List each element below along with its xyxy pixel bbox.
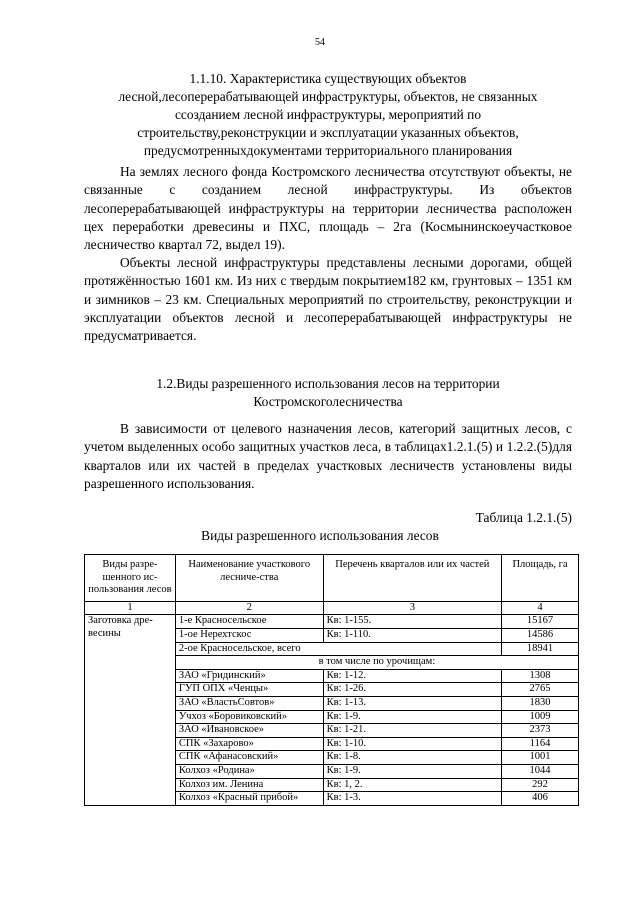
district-cell: ЗАО «ВластьСовтов» — [175, 696, 323, 710]
area-cell: 15167 — [502, 615, 579, 629]
table-title: Виды разрешенного использования лесов — [201, 528, 439, 543]
district-cell: ЗАО «Ивановское» — [175, 724, 323, 738]
column-number: 4 — [502, 601, 579, 615]
table-row — [85, 615, 579, 629]
area-cell: 1001 — [502, 751, 579, 765]
area-cell: 292 — [502, 778, 579, 792]
use-type-cell: Заготовка дре-весины — [85, 615, 176, 805]
table-caption: Таблица 1.2.1.(5) — [475, 510, 572, 525]
area-cell: 1009 — [502, 710, 579, 724]
section-1-2-title — [70, 375, 586, 411]
title-line: Костромскоголесничества — [253, 394, 403, 409]
quarters-cell: Кв: 1-3. — [323, 792, 501, 806]
column-number: 2 — [175, 601, 323, 615]
header-use-type: Виды разре-шенного ис-пользования лесов — [85, 555, 176, 602]
quarters-cell: Кв: 1-9. — [323, 764, 501, 778]
title-line: предусмотренныхдокументами территориального планирования — [143, 143, 513, 158]
column-number: 3 — [323, 601, 501, 615]
page-number: 54 — [315, 37, 325, 48]
area-cell: 1830 — [502, 696, 579, 710]
subheader-cell: в том числе по урочищам: — [175, 656, 578, 670]
district-cell: ЗАО «Гридинский» — [175, 669, 323, 683]
title-line: 1.1.10. Характеристика существующих объектов — [189, 71, 467, 86]
district-total-cell: 2-ое Красносельское, всего — [175, 642, 501, 656]
paragraph-infrastructure: На землях лесного фонда Костромского лесничества отсутствуют объекты, не связанные с созданием лесной инфраструктуры. Из объектов лесоперерабатывающей инфраструктуры на территории лесничества расположен цех переработки древесины и ПХС, площадь – 2га (Космынинскоеучастковое лесничество квартал 72, выдел 19). — [84, 164, 572, 253]
district-cell: СПК «Афанасовский» — [175, 751, 323, 765]
section-1-1-10-title — [70, 70, 586, 160]
quarters-cell: Кв: 1-155. — [323, 615, 501, 629]
table-header-row — [85, 555, 579, 602]
title-line: лесной,лесоперерабатывающей инфраструктуры, объектов, не связанных — [118, 89, 538, 104]
quarters-cell: Кв: 1-21. — [323, 724, 501, 738]
quarters-cell: Кв: 1-26. — [323, 683, 501, 697]
district-cell: ГУП ОПХ «Ченцы» — [175, 683, 323, 697]
quarters-cell: Кв: 1-9. — [323, 710, 501, 724]
area-cell: 18941 — [502, 642, 579, 656]
header-area: Площадь, га — [502, 555, 579, 602]
district-cell: Колхоз «Родина» — [175, 764, 323, 778]
column-number: 1 — [85, 601, 176, 615]
paragraph-permitted-use: В зависимости от целевого назначения лесов, категорий защитных лесов, с учетом выделенных особо защитных участков леса, в таблицах1.2.1.(5) и 1.2.2.(5)для кварталов или их частей в пределах участковых лесничеств установлены виды разрешенного использования. — [84, 421, 572, 491]
area-cell: 2765 — [502, 683, 579, 697]
district-cell: Учхоз «Боровиковский» — [175, 710, 323, 724]
quarters-cell: Кв: 1-12. — [323, 669, 501, 683]
district-cell: 1-е Красносельское — [175, 615, 323, 629]
permitted-use-table — [84, 554, 579, 806]
header-quarters: Перечень кварталов или их частей — [323, 555, 501, 602]
title-line: строительству,реконструкции и эксплуатации указанных объектов, — [137, 125, 519, 140]
district-cell: Колхоз им. Ленина — [175, 778, 323, 792]
district-cell: 1-ое Нерехтскос — [175, 628, 323, 642]
title-line: ссозданием лесной инфраструктуры, мероприятий по — [174, 107, 482, 122]
quarters-cell: Кв: 1-10. — [323, 737, 501, 751]
area-cell: 2373 — [502, 724, 579, 738]
area-cell: 1044 — [502, 764, 579, 778]
area-cell: 1308 — [502, 669, 579, 683]
title-line: 1.2.Виды разрешенного использования лесов на территории — [156, 376, 500, 391]
district-cell: СПК «Захарово» — [175, 737, 323, 751]
column-number-row — [85, 601, 579, 615]
quarters-cell: Кв: 1-13. — [323, 696, 501, 710]
area-cell: 1164 — [502, 737, 579, 751]
quarters-cell: Кв: 1-110. — [323, 628, 501, 642]
district-cell: Колхоз «Красный прибой» — [175, 792, 323, 806]
header-district: Наименование участкового лесниче-ства — [175, 555, 323, 602]
quarters-cell: Кв: 1, 2. — [323, 778, 501, 792]
quarters-cell: Кв: 1-8. — [323, 751, 501, 765]
paragraph-roads: Объекты лесной инфраструктуры представлены лесными дорогами, общей протяжённостью 1601 км. Из них с твердым покрытием182 км, грунтовых – 1351 км и зимников – 23 км. Специальных мероприятий по строительству, реконструкции и эксплуатации объектов лесной и лесоперерабатывающей инфраструктуры не предусматривается. — [84, 255, 572, 344]
area-cell: 14586 — [502, 628, 579, 642]
area-cell: 406 — [502, 792, 579, 806]
